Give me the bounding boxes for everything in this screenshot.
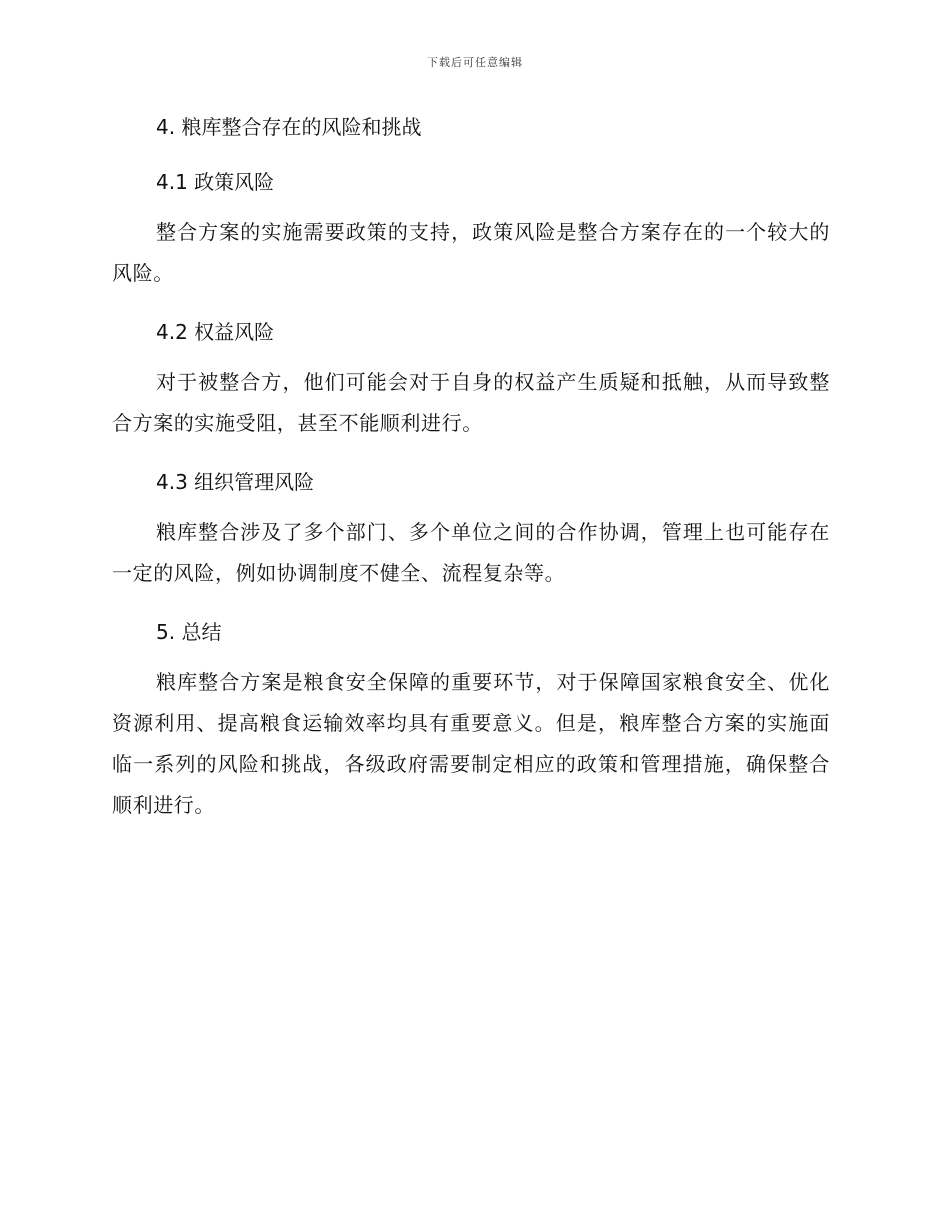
- section-heading-5: 5. 总结: [156, 620, 222, 644]
- paragraph-policy-risk: 整合方案的实施需要政策的支持，政策风险是整合方案存在的一个较大的风险。: [112, 220, 830, 285]
- paragraph-rights-risk: 对于被整合方，他们可能会对于自身的权益产生质疑和抵触，从而导致整合方案的实施受阻，甚至不能顺利进行。: [112, 370, 830, 435]
- section-heading-4: 4. 粮库整合存在的风险和挑战: [156, 115, 422, 139]
- paragraph-management-risk: 粮库整合涉及了多个部门、多个单位之间的合作协调，管理上也可能存在一定的风险，例如协调制度不健全、流程复杂等。: [112, 520, 830, 585]
- paragraph-summary: 粮库整合方案是粮食安全保障的重要环节，对于保障国家粮食安全、优化资源利用、提高粮食运输效率均具有重要意义。但是，粮库整合方案的实施面临一系列的风险和挑战，各级政府需要制定相应的政策和管理措施，确保整合顺利进行。: [112, 670, 830, 817]
- header-note: 下载后可任意编辑: [427, 56, 523, 69]
- section-heading-4-2: 4.2 权益风险: [156, 320, 275, 344]
- section-heading-4-3: 4.3 组织管理风险: [156, 470, 315, 494]
- section-heading-4-1: 4.1 政策风险: [156, 170, 275, 194]
- document-body: [112, 110, 830, 826]
